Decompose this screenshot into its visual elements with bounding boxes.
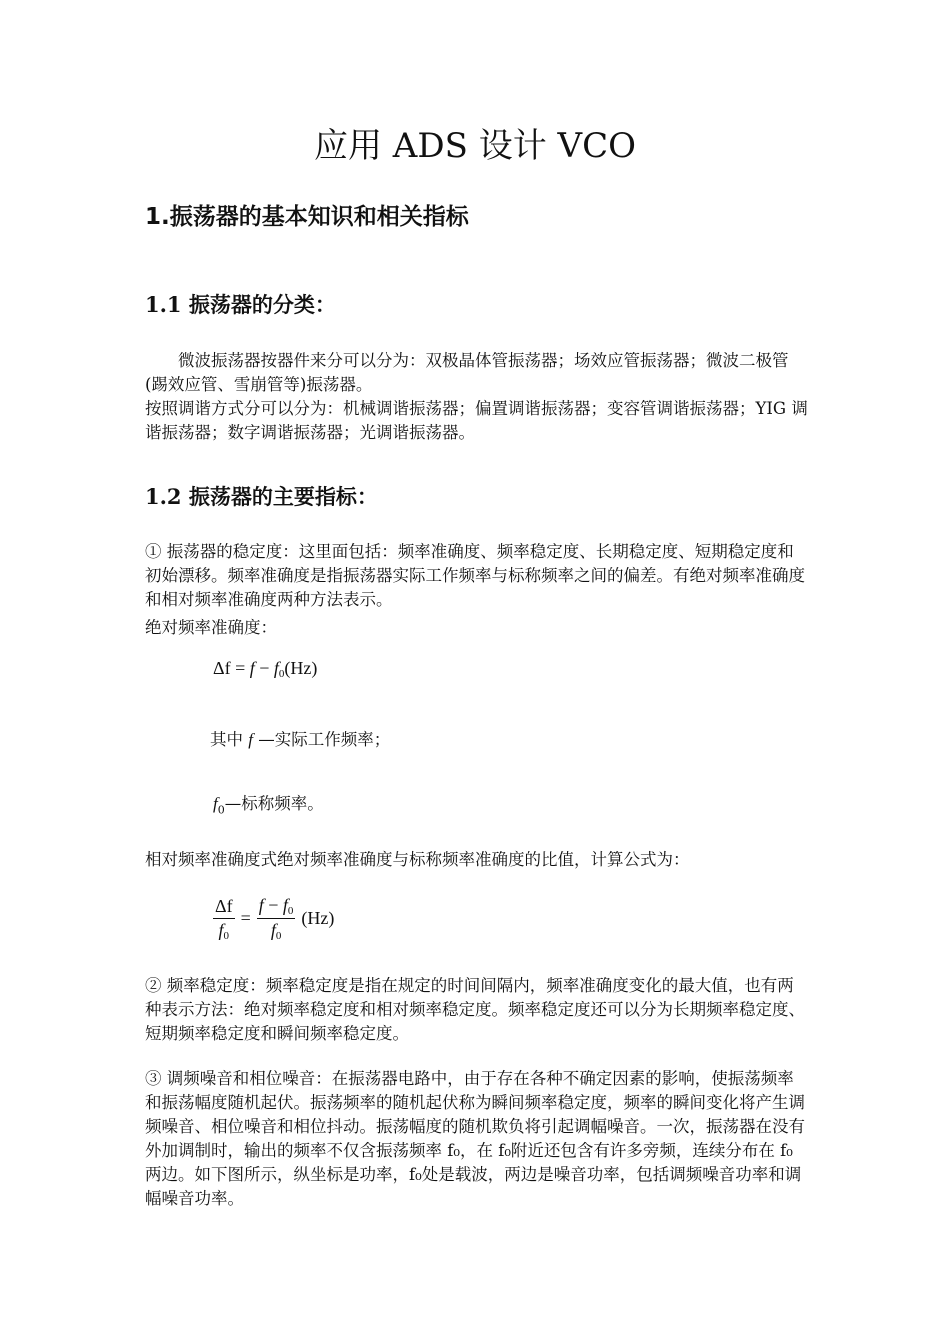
formula-absolute-accuracy bbox=[213, 658, 317, 680]
definition-f bbox=[210, 726, 390, 750]
formula-unit: (Hz) bbox=[284, 658, 318, 678]
paragraph-frequency-stability: ② 频率稳定度：频率稳定度是指在规定的时间间隔内，频率准确度变化的最大值，也有两种表示方法：绝对频率稳定度和相对频率稳定度。频率稳定度还可以分为长期频率稳定度、短期频率稳定度和瞬间频率稳定度。 bbox=[145, 976, 805, 1043]
formula-f0-subscript: 0 bbox=[278, 668, 285, 680]
formula-f: f bbox=[249, 658, 255, 678]
definition-f0 bbox=[213, 790, 324, 816]
paragraph-classification-device: 微波振荡器按器件来分可以分为：双极晶体管振荡器；场效应管振荡器；微波二极管(踢效应管、雪崩管等)振荡器。 bbox=[145, 351, 789, 394]
formula-f0: f bbox=[273, 658, 279, 678]
formula-delta-f: Δf bbox=[213, 658, 231, 678]
formula-relative-accuracy bbox=[213, 895, 334, 942]
definition-f-desc: —实际工作频率； bbox=[252, 730, 391, 749]
absolute-accuracy-label: 绝对频率准确度： bbox=[145, 618, 277, 637]
paragraph-noise: ③ 调频噪音和相位噪音：在振荡器电路中，由于存在各种不确定因素的影响，使振荡频率和振荡幅度随机起伏。振荡频率的随机起伏称为瞬间频率稳定度，频率的瞬间变化将产生调频噪音、相位噪音和相位抖动。振荡幅度的随机欺负将引起调幅噪音。一次，振荡器在没有外加调制时，输出的频率不仅含振荡频率 f₀，在 f₀附近还包含有许多旁频，连续分布在 f₀两边。如下图所示，纵坐标是功率，f₀处是载波，两边是噪音功率，包括调频噪音功率和调幅噪音功率。 bbox=[145, 1069, 805, 1208]
fraction-right-denominator: $f_0$ bbox=[270, 920, 282, 942]
section-heading-1-2: 1.2 振荡器的主要指标： bbox=[145, 484, 378, 509]
formula2-unit: (Hz) bbox=[301, 908, 335, 928]
fraction-right-numerator: $f - f_0$ bbox=[258, 895, 294, 917]
fraction-left-numerator: Δf bbox=[213, 896, 235, 919]
fraction-left bbox=[213, 896, 235, 942]
section-heading-1-1: 1.1 振荡器的分类： bbox=[145, 292, 336, 317]
definition-f0-symbol: f bbox=[213, 794, 218, 813]
section-heading-1: 1.振荡器的基本知识和相关指标 bbox=[145, 204, 469, 230]
fraction-left-denominator: $f_0$ bbox=[218, 919, 230, 942]
paragraph-stability: ① 振荡器的稳定度：这里面包括：频率准确度、频率稳定度、长期稳定度、短期稳定度和初始漂移。频率准确度是指振荡器实际工作频率与标称频率之间的偏差。有绝对频率准确度和相对频率准确度两种方法表示。 bbox=[145, 542, 805, 609]
definition-f0-subscript: 0 bbox=[217, 803, 225, 817]
document-title: 应用 ADS 设计 VCO bbox=[314, 126, 636, 166]
formula-minus: − bbox=[254, 658, 274, 678]
paragraph-classification-tuning: 按照调谐方式分可以分为：机械调谐振荡器；偏置调谐振荡器；变容管调谐振荡器；YIG 调谐振荡器；数字调谐振荡器；光调谐振荡器。 bbox=[145, 399, 808, 442]
formula-equals: = bbox=[230, 658, 250, 678]
definition-f-symbol: f bbox=[248, 730, 253, 749]
definition-prefix: 其中 bbox=[210, 730, 249, 749]
definition-f0-desc: —标称频率。 bbox=[224, 794, 324, 813]
formula2-equals: = bbox=[240, 908, 251, 928]
relative-accuracy-label: 相对频率准确度式绝对频率准确度与标称频率准确度的比值，计算公式为： bbox=[145, 850, 690, 869]
fraction-right bbox=[257, 895, 296, 942]
